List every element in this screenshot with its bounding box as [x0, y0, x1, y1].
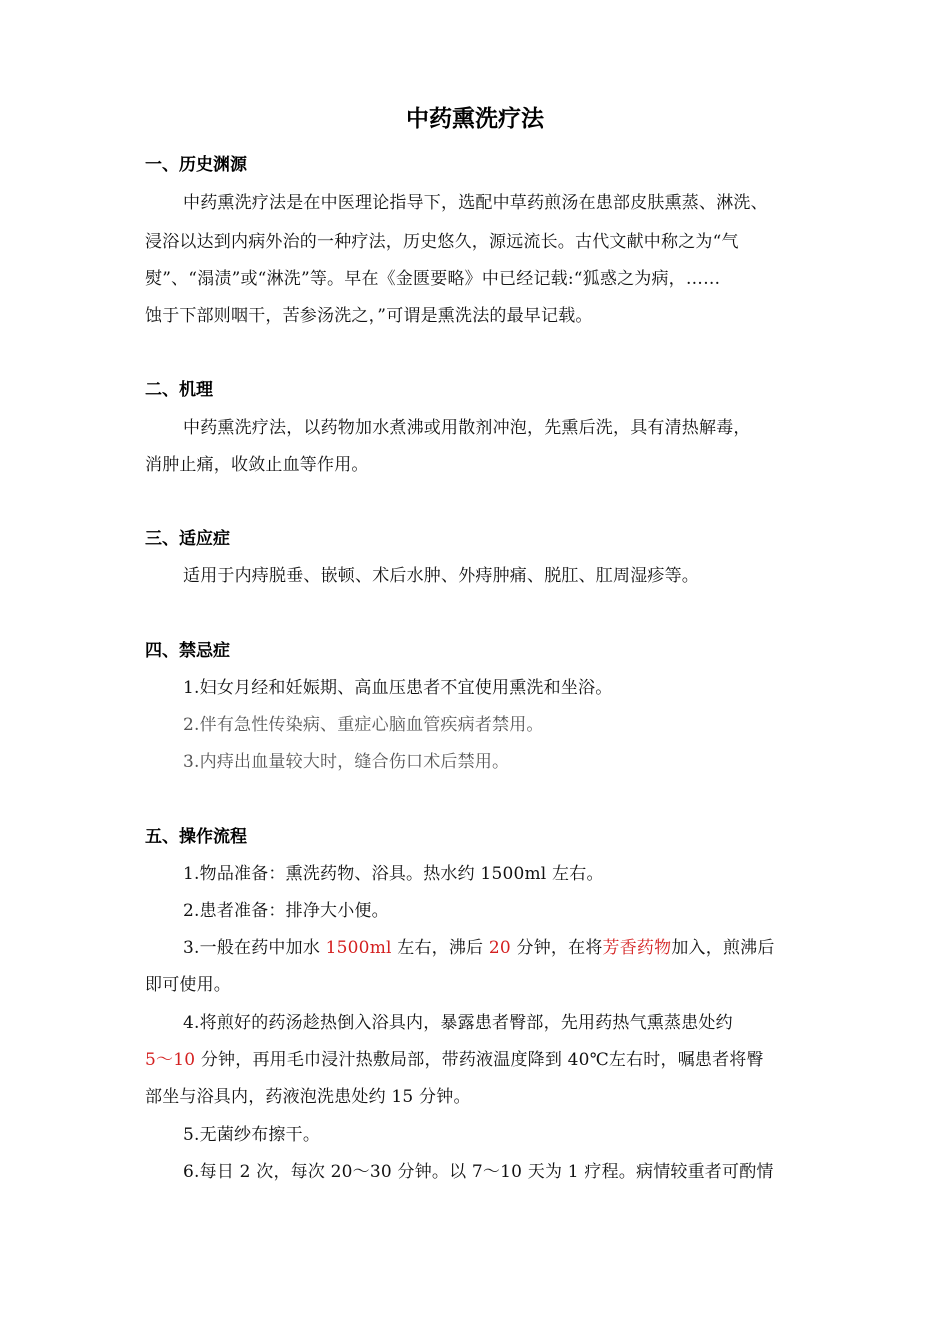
highlight-minutes: 20: [488, 938, 511, 958]
paragraph-line: 适用于内痔脱垂、嵌顿、术后水肿、外痔肿痛、脱肛、肛周湿疹等。: [183, 566, 699, 586]
paragraph-line: 部坐与浴具内，药液泡洗患处约 15 分钟。: [145, 1087, 471, 1107]
section-heading-contraindications: 四、禁忌症: [145, 641, 230, 661]
list-item: 6.每日 2 次，每次 20～30 分钟。以 7～10 天为 1 疗程。病情较重者可酌情: [183, 1162, 774, 1182]
paragraph-line: 中药熏洗疗法是在中医理论指导下，选配中草药煎汤在患部皮肤熏蒸、淋洗、: [183, 193, 768, 213]
section-heading-indications: 三、适应症: [145, 529, 230, 549]
paragraph-line: 浸浴以达到内病外治的一种疗法，历史悠久，源远流长。古代文献中称之为“气: [145, 232, 739, 252]
paragraph-line: 蚀于下部则咽干，苦参汤洗之，”可谓是熏洗法的最早记载。: [145, 306, 593, 326]
list-item: 2.伴有急性传染病、重症心脑血管疾病者禁用。: [183, 715, 544, 735]
list-item: [183, 933, 775, 958]
list-item: 4.将煎好的药汤趁热倒入浴具内，暴露患者臀部，先用药热气熏蒸患处约: [183, 1013, 733, 1033]
paragraph-line: 即可使用。: [145, 975, 231, 995]
list-item: 1.物品准备：熏洗药物、浴具。热水约 1500ml 左右。: [183, 864, 604, 884]
text-segment: 3.一般在药中加水: [183, 938, 326, 958]
highlight-fumigation-minutes: 5～10: [145, 1050, 196, 1070]
section-heading-mechanism: 二、机理: [145, 380, 213, 400]
paragraph-line: 消肿止痛，收敛止血等作用。: [145, 455, 369, 475]
text-segment: 分钟，在将: [510, 938, 603, 958]
paragraph-line: [145, 1045, 764, 1070]
paragraph-line: 熨”、“溻渍”或“淋洗”等。早在《金匮要略》中已经记载:“狐惑之为病，……: [145, 269, 721, 289]
highlight-water-amount: 1500ml: [325, 938, 392, 958]
section-heading-procedure: 五、操作流程: [145, 827, 247, 847]
text-segment: 分钟，再用毛巾浸汁热敷局部，带药液温度降到 40℃左右时，嘱患者将臀: [195, 1050, 764, 1070]
list-item: 2.患者准备：排净大小便。: [183, 901, 389, 921]
section-heading-history: 一、历史渊源: [145, 155, 247, 175]
paragraph-line: 中药熏洗疗法，以药物加水煮沸或用散剂冲泡，先熏后洗，具有清热解毒，: [183, 418, 751, 438]
text-segment: 左右，沸后: [391, 938, 489, 958]
text-segment: 加入，煎沸后: [671, 938, 775, 958]
highlight-aromatic-herbs: 芳香药物: [602, 938, 672, 958]
document-title: 中药熏洗疗法: [406, 106, 544, 132]
list-item: 1.妇女月经和妊娠期、高血压患者不宜使用熏洗和坐浴。: [183, 678, 613, 698]
list-item: 3.内痔出血量较大时，缝合伤口术后禁用。: [183, 752, 510, 772]
list-item: 5.无菌纱布擦干。: [183, 1125, 321, 1145]
